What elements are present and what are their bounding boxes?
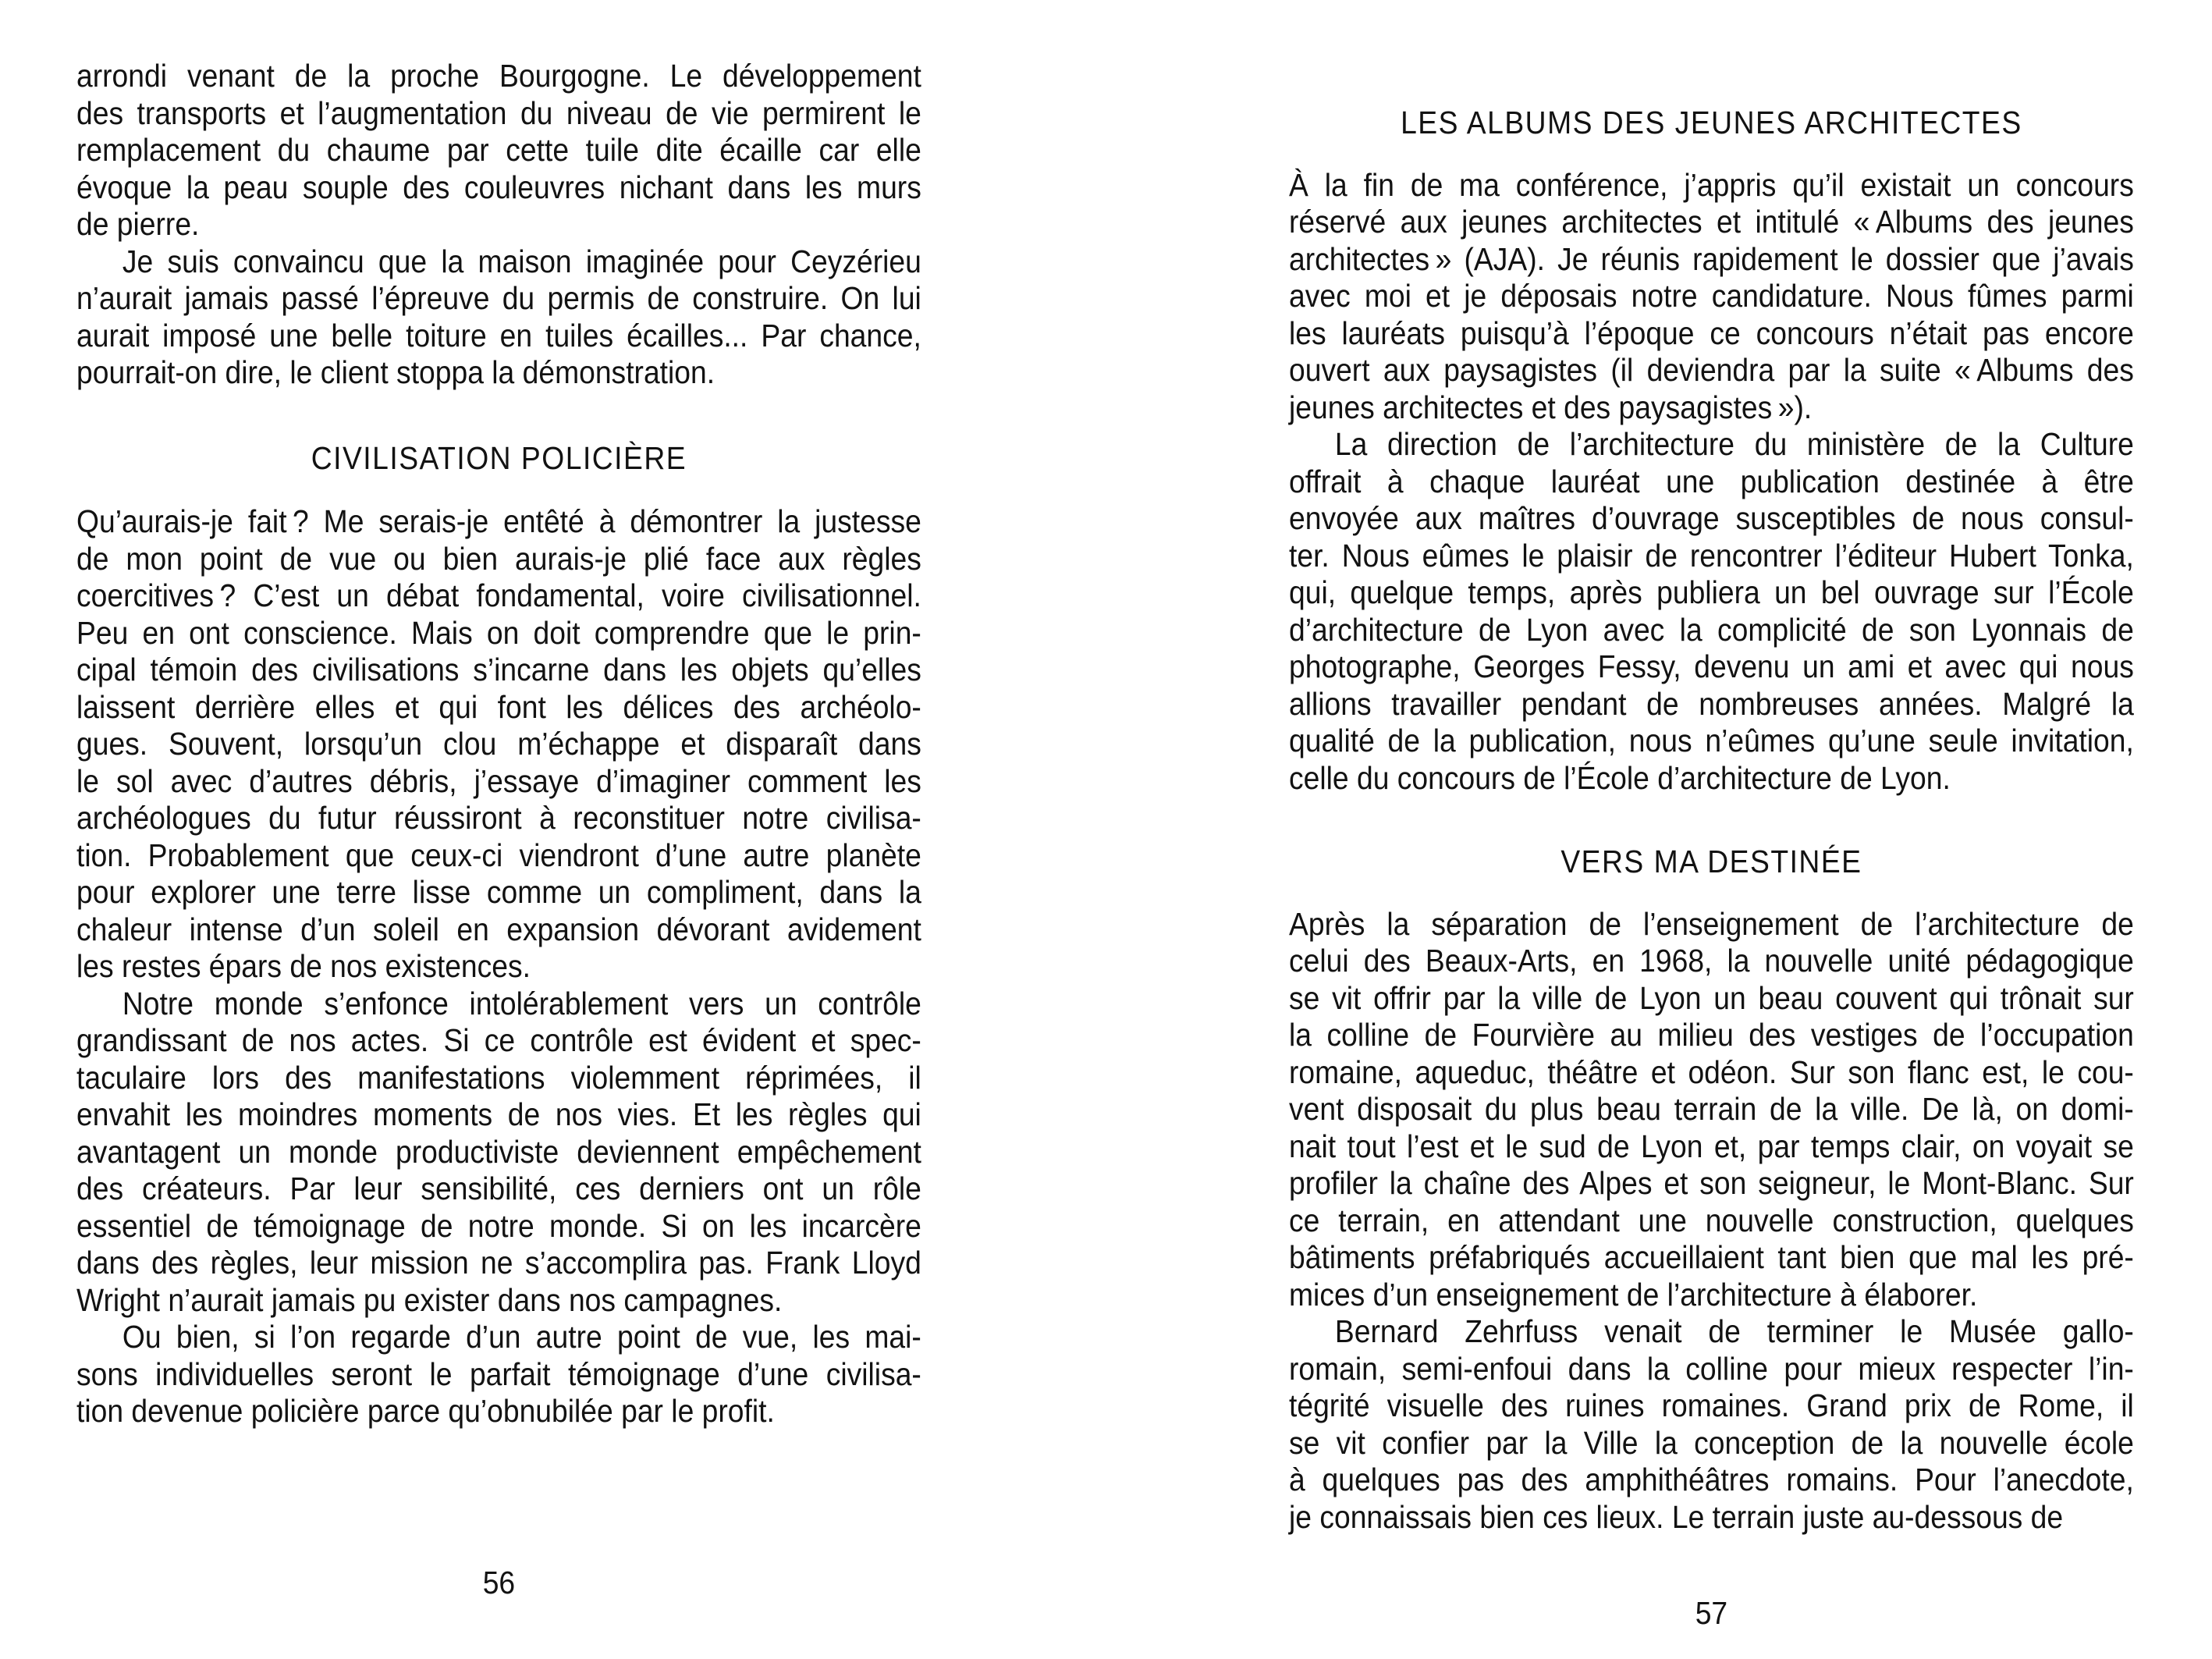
section-heading: CIVILISATION POLICIÈRE bbox=[311, 439, 687, 476]
paragraph bbox=[76, 243, 921, 392]
text-line: À la fin de ma conférence, j’appris qu’il existait un concours bbox=[1289, 166, 2134, 203]
text-line: ter. Nous eûmes le plaisir de rencontrer l’éditeur Hubert Tonka, bbox=[1289, 537, 2134, 574]
paragraph bbox=[1289, 1313, 2134, 1536]
text-line: photographe, Georges Fessy, devenu un ami et avec qui nous bbox=[1289, 648, 2134, 684]
text-line: avantagent un monde productiviste deviennent empêchement bbox=[76, 1133, 921, 1170]
page-number: 57 bbox=[1695, 1595, 1728, 1631]
text-line: se vit offrir par la ville de Lyon un beau couvent qui trônait sur bbox=[1289, 979, 2134, 1016]
text-line: chaleur intense d’un soleil en expansion dévorant avidement bbox=[76, 911, 921, 947]
text-line: envoyée aux maîtres d’ouvrage susceptibles de nous consul- bbox=[1289, 500, 2134, 536]
text-line: allions travailler pendant de nombreuses années. Malgré la bbox=[1289, 685, 2134, 722]
text-line: Je suis convaincu que la maison imaginée pour Ceyzérieu bbox=[122, 243, 921, 279]
page-number: 56 bbox=[482, 1564, 516, 1600]
text-line: évoque la peau souple des couleuvres nichant dans les murs bbox=[76, 169, 921, 205]
text-line: d’architecture de Lyon avec la complicité de son Lyonnais de bbox=[1289, 611, 2134, 648]
text-line: vent disposait du plus beau terrain de la ville. De là, on domi- bbox=[1289, 1091, 2134, 1127]
text-line: le sol avec d’autres débris, j’essaye d’imaginer comment les bbox=[76, 762, 921, 799]
text-line: bâtiments préfabriqués accueillaient tant bien que mal les pré- bbox=[1289, 1239, 2134, 1275]
page-right bbox=[1289, 58, 2134, 1632]
text-line: Notre monde s’enfonce intolérablement vers un contrôle bbox=[122, 985, 921, 1021]
text-line: Qu’aurais-je fait ? Me serais-je entêté à démontrer la justesse bbox=[76, 503, 921, 539]
text-line: je connaissais bien ces lieux. Le terrain juste au-dessous de bbox=[1289, 1498, 2064, 1535]
text-line: pourrait-on dire, le client stoppa la démonstration. bbox=[76, 354, 715, 390]
text-line: cipal témoin des civilisations s’incarne dans les objets qu’elles bbox=[76, 652, 921, 687]
text-line: architectes » (AJA). Je réunis rapidement le dossier que j’avais bbox=[1289, 240, 2134, 277]
text-line: tégrité visuelle des ruines romaines. Grand prix de Rome, il bbox=[1289, 1387, 2134, 1423]
paragraph bbox=[76, 58, 921, 243]
text-line: à quelques pas des amphithéâtres romains. Pour l’anecdote, bbox=[1289, 1462, 2134, 1497]
text-line: n’aurait jamais passé l’épreuve du permis de construire. On lui bbox=[76, 280, 921, 316]
text-line: qui, quelque temps, après publiera un bel ouvrage sur l’École bbox=[1289, 574, 2134, 610]
text-line: essentiel de témoignage de notre monde. Si on les incarcère bbox=[76, 1207, 921, 1244]
text-line: La direction de l’architecture du ministère de la Culture bbox=[1334, 426, 2134, 462]
text-line: mices d’un enseignement de l’architecture à élaborer. bbox=[1289, 1276, 1978, 1313]
text-line: des transports et l’augmentation du niveau de vie permirent le bbox=[76, 94, 921, 131]
paragraph bbox=[1289, 167, 2134, 427]
text-line: Ou bien, si l’on regarde d’un autre point de vue, les mai- bbox=[122, 1319, 921, 1355]
text-line: de mon point de vue ou bien aurais-je plié face aux règles bbox=[76, 540, 921, 577]
text-line: arrondi venant de la proche Bourgogne. Le développement bbox=[76, 58, 921, 94]
text-line: coercitives ? C’est un débat fondamental, voire civilisationnel. bbox=[76, 577, 921, 613]
text-line: tion devenue policière parce qu’obnubilée par le profit. bbox=[76, 1393, 775, 1429]
text-line: laissent derrière elles et qui font les délices des archéolo- bbox=[76, 688, 921, 725]
paragraph bbox=[1289, 906, 2134, 1314]
text-line: la colline de Fourvière au milieu des vestiges de l’occupation bbox=[1289, 1017, 2134, 1053]
paragraph bbox=[76, 986, 921, 1320]
text-line: celle du concours de l’École d’architecture de Lyon. bbox=[1289, 759, 1951, 796]
text-line: les lauréats puisqu’à l’époque ce concours n’était pas encore bbox=[1289, 314, 2134, 351]
text-line: des créateurs. Par leur sensibilité, ces derniers ont un rôle bbox=[76, 1171, 921, 1206]
text-line: sons individuelles seront le parfait témoignage d’une civilisa- bbox=[76, 1355, 921, 1392]
text-line: pour explorer une terre lisse comme un compliment, dans la bbox=[76, 874, 921, 910]
text-line: de pierre. bbox=[76, 206, 200, 242]
text-line: Wright n’aurait jamais pu exister dans nos campagnes. bbox=[76, 1281, 783, 1318]
text-line: celui des Beaux-Arts, en 1968, la nouvelle unité pédagogique bbox=[1289, 943, 2134, 979]
text-line: dans des règles, leur mission ne s’accomplira pas. Frank Lloyd bbox=[76, 1245, 921, 1281]
text-line: Bernard Zehrfuss venait de terminer le Musée gallo- bbox=[1334, 1313, 2134, 1349]
text-blocks bbox=[76, 58, 921, 1430]
text-line: aurait imposé une belle toiture en tuiles écailles... Par chance, bbox=[76, 317, 921, 353]
paragraph bbox=[76, 503, 921, 986]
text-line: tion. Probablement que ceux-ci viendront d’une autre planète bbox=[76, 837, 921, 873]
text-line: nait tout l’est et le sud de Lyon et, par temps clair, on voyait se bbox=[1289, 1128, 2134, 1164]
text-line: remplacement du chaume par cette tuile dite écaille car elle bbox=[76, 132, 921, 168]
text-line: offrait à chaque lauréat une publication destinée à être bbox=[1289, 463, 2134, 499]
text-line: romaine, aqueduc, théâtre et odéon. Sur son flanc est, le cou- bbox=[1289, 1053, 2134, 1090]
text-line: qualité de la publication, nous n’eûmes qu’une seule invitation, bbox=[1289, 723, 2134, 758]
text-line: avec moi et je déposais notre candidature. Nous fûmes parmi bbox=[1289, 278, 2134, 314]
text-line: ce terrain, en attendant une nouvelle construction, quelques bbox=[1289, 1202, 2134, 1238]
text-line: réservé aux jeunes architectes et intitulé « Albums des jeunes bbox=[1289, 204, 2134, 240]
text-line: envahit les moindres moments de nos vies. Et les règles qui bbox=[76, 1096, 921, 1132]
section-heading: VERS MA DESTINÉE bbox=[1560, 844, 1862, 879]
paragraph bbox=[76, 1319, 921, 1430]
page-left bbox=[76, 58, 921, 1601]
text-line: taculaire lors des manifestations violemment réprimées, il bbox=[76, 1059, 921, 1096]
text-line: grandissant de nos actes. Si ce contrôle est évident et spec- bbox=[76, 1022, 921, 1058]
text-line: profiler la chaîne des Alpes et son seigneur, le Mont-Blanc. Sur bbox=[1289, 1165, 2134, 1201]
text-line: archéologues du futur réussiront à reconstituer notre civilisa- bbox=[76, 800, 921, 836]
paragraph bbox=[1289, 426, 2134, 797]
text-line: romain, semi-enfoui dans la colline pour mieux respecter l’in- bbox=[1289, 1350, 2134, 1387]
text-line: les restes épars de nos existences. bbox=[76, 948, 531, 984]
text-line: gues. Souvent, lorsqu’un clou m’échappe et disparaît dans bbox=[76, 726, 921, 762]
text-line: Après la séparation de l’enseignement de l’architecture de bbox=[1289, 905, 2134, 942]
text-line: ouvert aux paysagistes (il deviendra par la suite « Albums des bbox=[1289, 352, 2134, 388]
text-blocks bbox=[1289, 105, 2134, 1536]
text-line: jeunes architectes et des paysagistes »). bbox=[1289, 389, 1813, 425]
text-line: Peu en ont conscience. Mais on doit comprendre que le prin- bbox=[76, 614, 921, 651]
section-heading: LES ALBUMS DES JEUNES ARCHITECTES bbox=[1401, 105, 2022, 140]
text-line: se vit confier par la Ville la conception de la nouvelle école bbox=[1289, 1424, 2134, 1461]
